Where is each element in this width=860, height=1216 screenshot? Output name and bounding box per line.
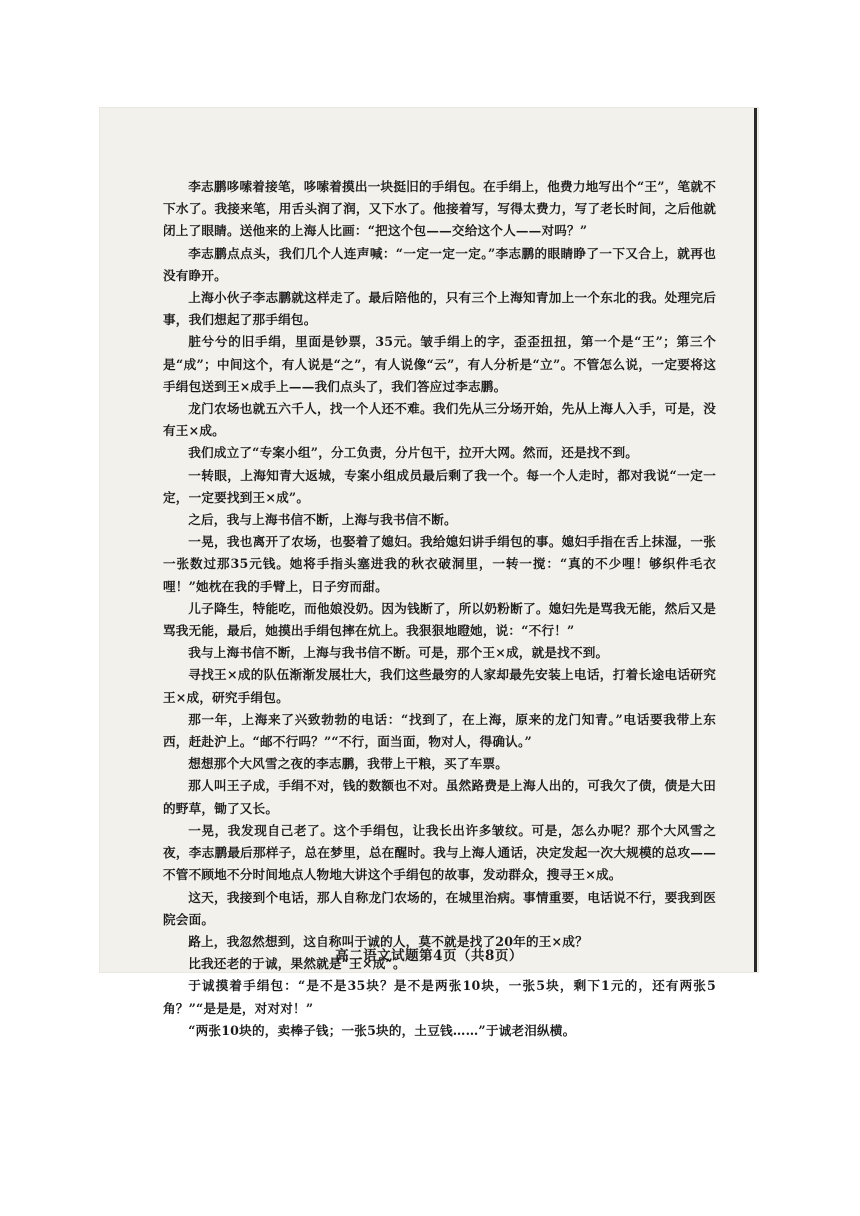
paragraph: 李志鹏点点头，我们几个人连声喊：“一定一定一定。”李志鹏的眼睛睁了一下又合上，就再也没有睁开。 — [163, 245, 716, 283]
paragraph: 之后，我与上海书信不断，上海与我书信不断。 — [188, 512, 457, 528]
page-footer: 高二语文试题第4页（共8页） — [335, 948, 523, 964]
paragraph: 路上，我忽然想到，这自称叫于诚的人，莫不就是找了20年的王×成？ — [188, 933, 588, 949]
paragraph: 脏兮兮的旧手绢，里面是钞票，35元。皱手绢上的字，歪歪扭扭，第一个是“王”；第三个是“成”；中间这个，有人说是“之”，有人说像“云”，有人分析是“立”。不管怎么说，一定要将这手绢包送到王×成手上——我们点头了，我们答应过李志鹏。 — [163, 334, 716, 394]
paragraph: 李志鹏哆嗦着接笔，哆嗦着摸出一块挺旧的手绢包。在手绢上，他费力地写出个“王”，笔就不下水了。我接来笔，用舌头润了润，又下水了。他接着写，写得太费力，写了老长时间，之后他就闭上了眼睛。送他来的上海人比画：“把这个包——交给这个人——对吗？” — [163, 179, 716, 239]
paragraph: 龙门农场也就五六千人，找一个人还不难。我们先从三分场开始，先从上海人入手，可是，没有王×成。 — [163, 401, 716, 439]
article-body — [163, 176, 716, 1042]
paragraph: 上海小伙子李志鹏就这样走了。最后陪他的，只有三个上海知青加上一个东北的我。处理完后事，我们想起了那手绢包。 — [163, 290, 716, 328]
paragraph: 一晃，我发现自己老了。这个手绢包，让我长出许多皱纹。可是，怎么办呢？那个大风雪之夜，李志鹏最后那样子，总在梦里，总在醒时。我与上海人通话，决定发起一次大规模的总攻——不管不顾地不分时间地点人物地大讲这个手绢包的故事，发动群众，搜寻王×成。 — [163, 822, 716, 883]
paragraph: 那人叫王子成，手绢不对，钱的数额也不对。虽然路费是上海人出的，可我欠了债，债是大田的野草，锄了又长。 — [163, 778, 716, 816]
paragraph: 比我还老的于诚，果然就是“王×成”。 — [188, 956, 406, 972]
paragraph: 于诚摸着手绢包：“是不是35块？是不是两张10块，一张5块，剩下1元的，还有两张5角？”“是是是，对对对！” — [163, 978, 716, 1016]
paragraph: 儿子降生，特能吃，而他娘没奶。因为钱断了，所以奶粉断了。媳妇先是骂我无能，然后又是骂我无能，最后，她摸出手绢包摔在炕上。我狠狠地瞪她，说：“不行！” — [163, 600, 716, 639]
scan-edge-shadow — [754, 108, 757, 972]
paragraph: 一转眼，上海知青大返城，专案小组成员最后剩了我一个。每一个人走时，都对我说“一定一定，一定要找到王×成”。 — [163, 467, 716, 505]
paragraph: 我与上海书信不断，上海与我书信不断。可是，那个王×成，就是找不到。 — [188, 645, 609, 661]
paragraph: 我们成立了“专案小组”，分工负责，分片包干，拉开大网。然而，还是找不到。 — [188, 445, 639, 461]
paragraph: “两张10块的，卖棒子钱；一张5块的，土豆钱……”于诚老泪纵横。 — [188, 1022, 576, 1038]
paragraph: 那一年，上海来了兴致勃勃的电话：“找到了，在上海，原来的龙门知青。”电话要我带上东西，赶赴沪上。“邮不行吗？”“不行，面当面，物对人，得确认。” — [163, 711, 716, 750]
paragraph: 一晃，我也离开了农场，也娶着了媳妇。我给媳妇讲手绢包的事。媳妇手指在舌上抹湿，一张一张数过那35元钱。她将手指头塞进我的秋衣破洞里，一转一搅：“真的不少哩！够织件毛衣哩！”她枕在我的手臂上，日子穷而甜。 — [163, 534, 716, 594]
paragraph: 这天，我接到个电话，那人自称龙门农场的，在城里治病。事情重要，电话说不行，要我到医院会面。 — [163, 889, 716, 927]
paragraph: 想想那个大风雪之夜的李志鹏，我带上干粮，买了车票。 — [188, 756, 509, 772]
paragraph: 寻找王×成的队伍渐渐发展壮大，我们这些最穷的人家却最先安装上电话，打着长途电话研究王×成，研究手绢包。 — [163, 667, 716, 705]
